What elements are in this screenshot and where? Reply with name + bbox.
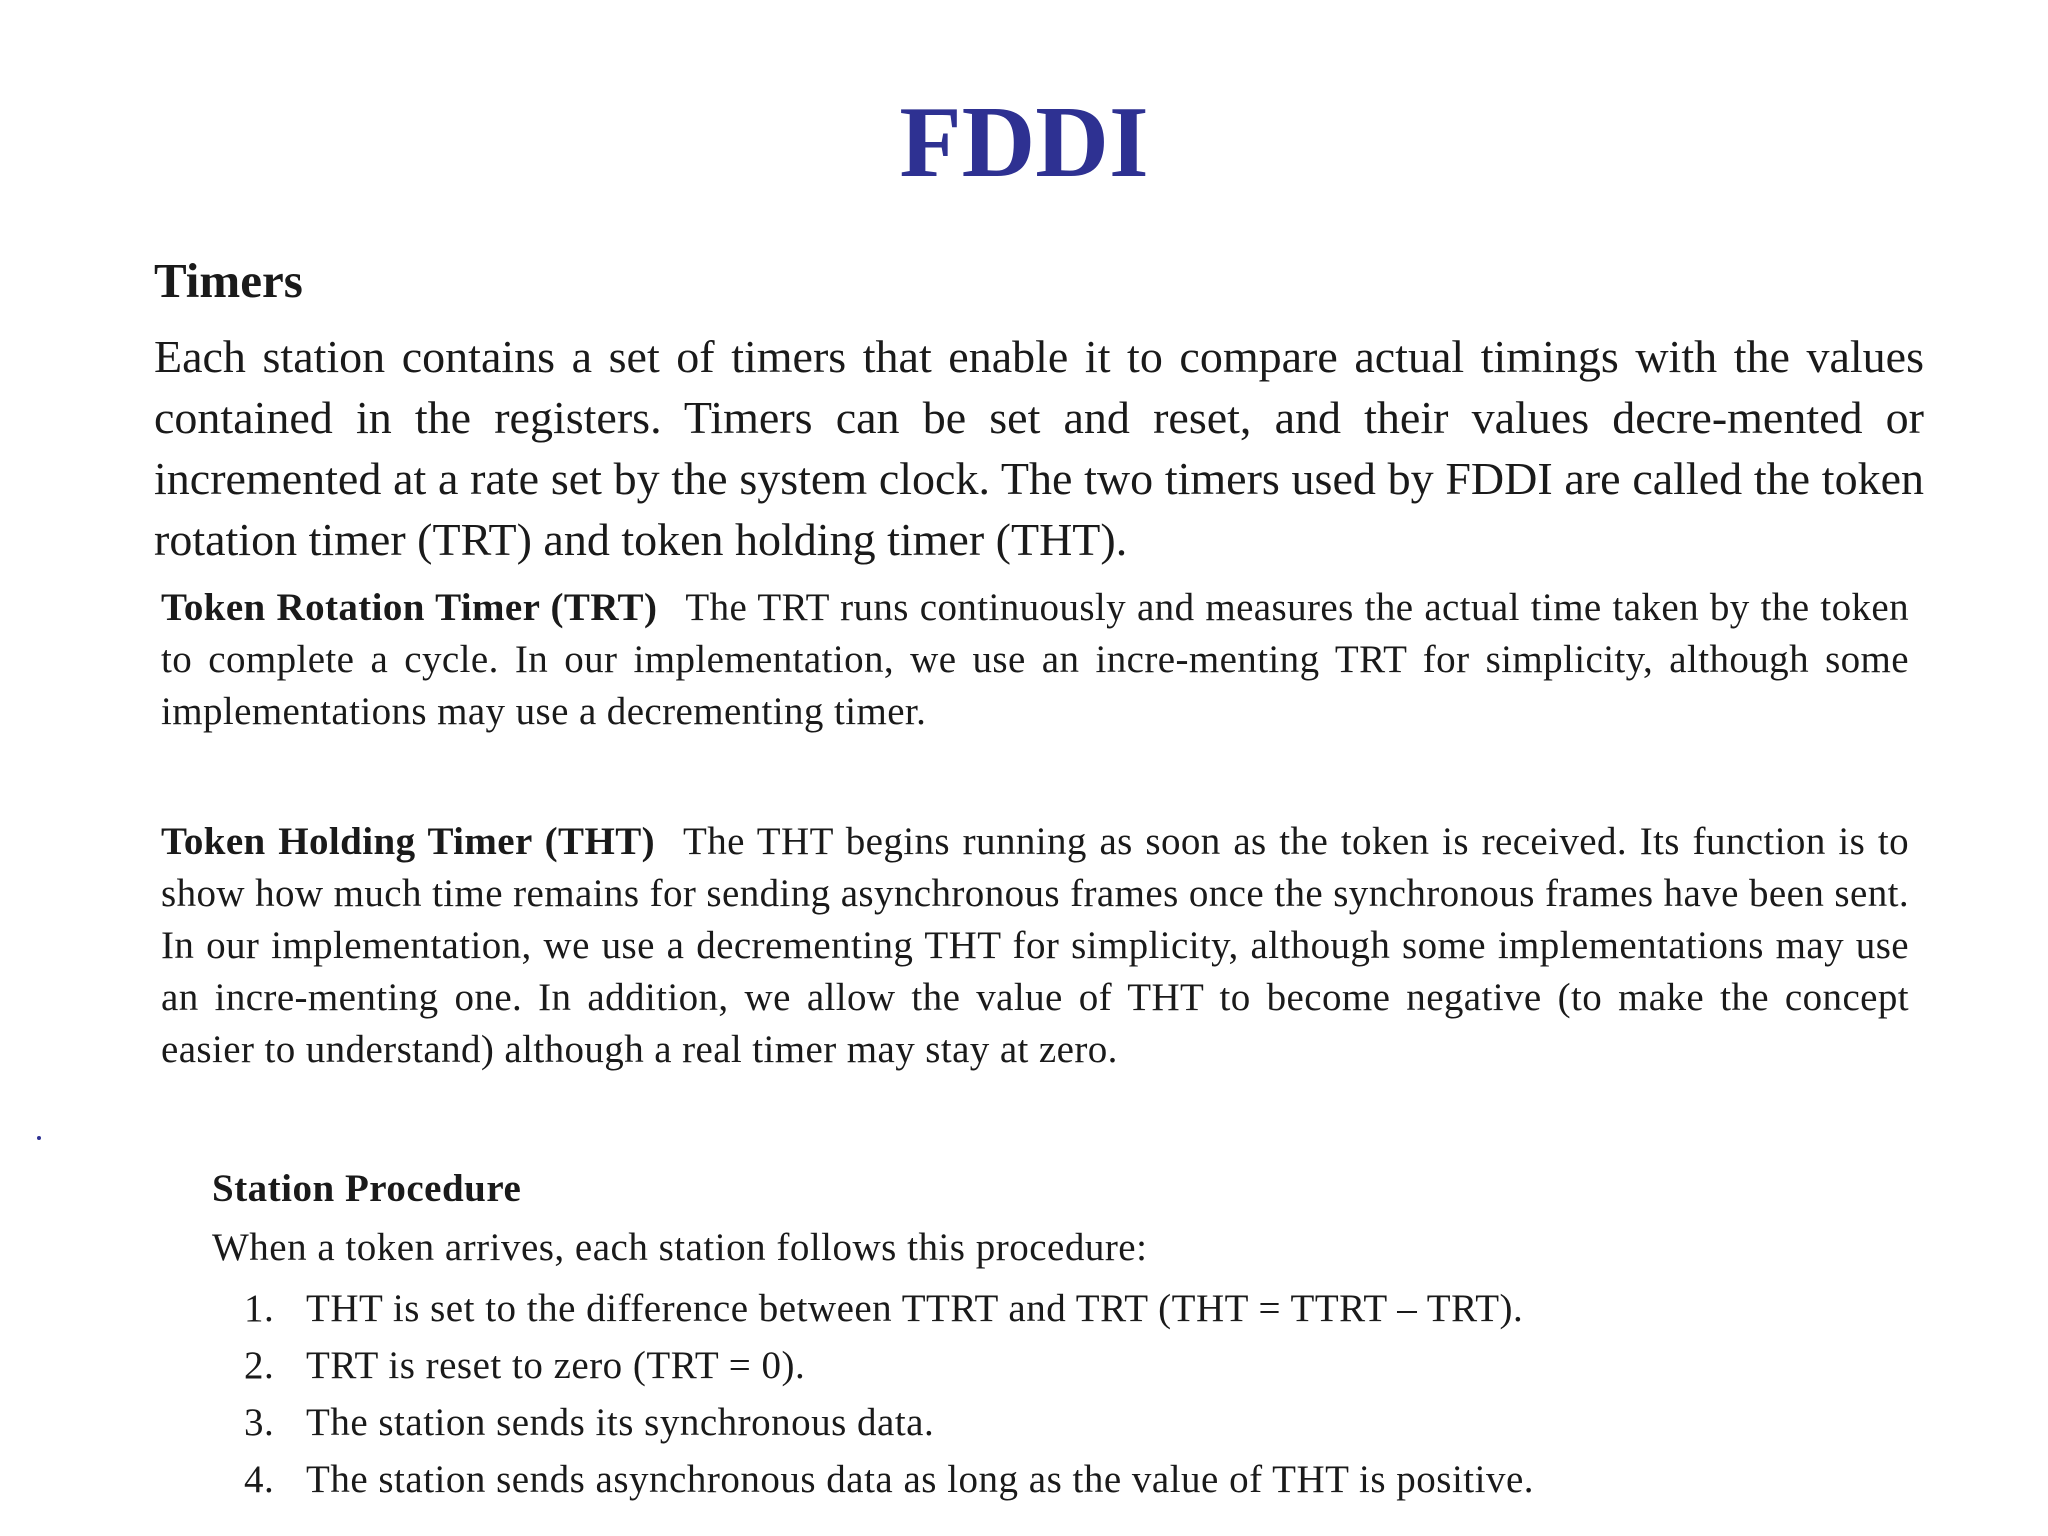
- procedure-heading: Station Procedure: [212, 1167, 522, 1210]
- slide-title: FDDI: [899, 86, 1149, 199]
- procedure-intro: When a token arrives, each station follows this procedure:: [212, 1226, 1148, 1269]
- trt-term: Token Rotation Timer (TRT): [161, 586, 658, 629]
- step-text: The station sends its synchronous data.: [306, 1401, 935, 1444]
- trt-definition: [161, 582, 1909, 738]
- trt-description: The TRT runs continuously and measures the actual time taken by the token to complete a cycle. In our implementation, we use an incre-menting TRT for simplicity, although some implementations may use a decrementing timer.: [161, 586, 1910, 733]
- procedure-step: [244, 1451, 1944, 1508]
- tht-description: The THT begins running as soon as the token is received. Its function is to show how much time remains for sending asynchronous frames once the synchronous frames have been sent. In our implementation, we use a decrementing THT for simplicity, although some implementations may use an incre-menting one. In addition, we allow the value of THT to become negative (to make the concept easier to understand) although a real timer may stay at zero.: [161, 820, 1910, 1071]
- procedure-step: [244, 1280, 1944, 1337]
- procedure-step: [244, 1394, 1944, 1451]
- step-number: 1.: [244, 1287, 275, 1330]
- step-number: 4.: [244, 1458, 275, 1501]
- procedure-steps-list: [244, 1280, 1944, 1508]
- procedure-step: [244, 1337, 1944, 1394]
- timers-heading: Timers: [154, 253, 303, 308]
- step-number: 3.: [244, 1401, 275, 1444]
- step-text: The station sends asynchronous data as long as the value of THT is positive.: [306, 1458, 1535, 1501]
- step-text: TRT is reset to zero (TRT = 0).: [306, 1344, 806, 1387]
- step-number: 2.: [244, 1344, 275, 1387]
- tht-term: Token Holding Timer (THT): [161, 820, 655, 863]
- timers-intro-paragraph: Each station contains a set of timers that enable it to compare actual timings with the values contained in the registers. Timers can be set and reset, and their values decre-mented or incremented at a rate set by the system clock. The two timers used by FDDI are called the token rotation timer (TRT) and token holding timer (THT).: [154, 331, 1924, 565]
- stray-dot: [37, 1136, 41, 1140]
- tht-definition: [161, 816, 1909, 1076]
- step-text: THT is set to the difference between TTRT and TRT (THT = TTRT – TRT).: [306, 1287, 1524, 1330]
